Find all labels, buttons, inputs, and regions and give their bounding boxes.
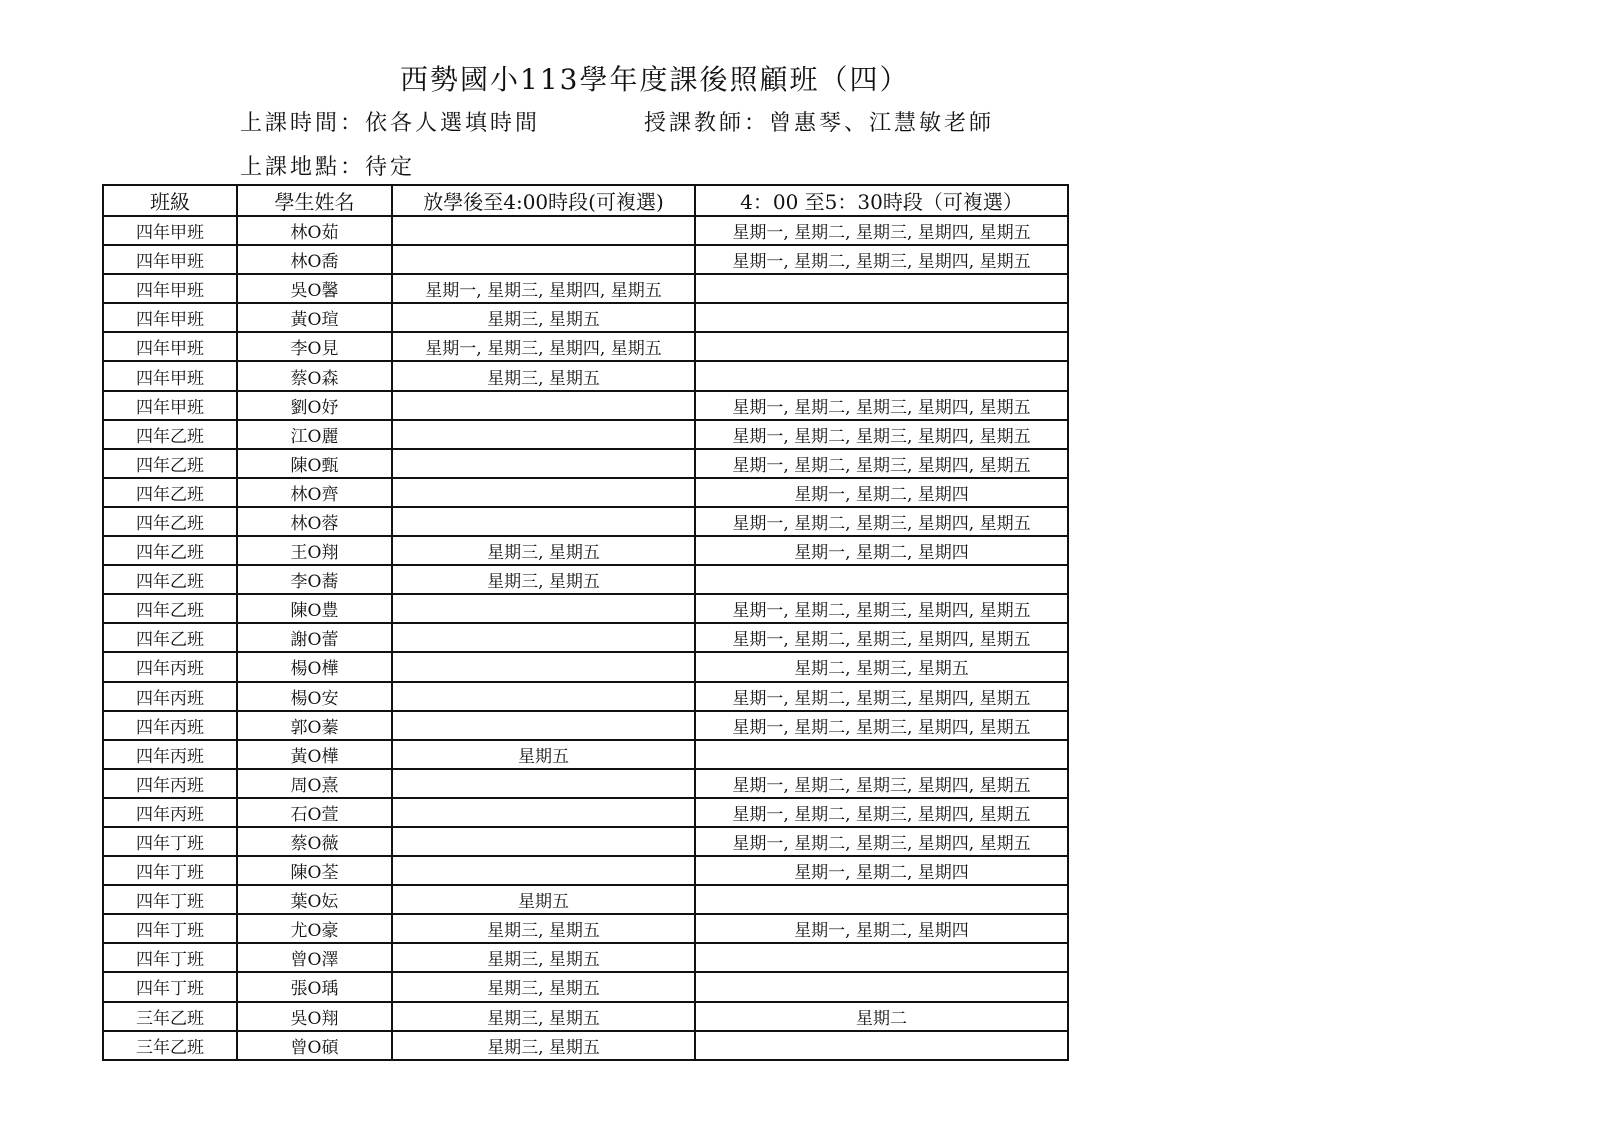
cell-class: 四年甲班 <box>103 303 237 332</box>
cell-class: 四年甲班 <box>103 361 237 390</box>
table-row <box>103 652 1068 681</box>
table-row <box>103 1031 1068 1060</box>
cell-student-name: 林O茹 <box>237 216 392 245</box>
cell-class: 四年甲班 <box>103 216 237 245</box>
cell-student-name: 黃O瑄 <box>237 303 392 332</box>
cell-late-slot: 星期一, 星期二, 星期三, 星期四, 星期五 <box>695 507 1068 536</box>
cell-late-slot <box>695 885 1068 914</box>
cell-student-name: 李O蕎 <box>237 565 392 594</box>
table-row <box>103 216 1068 245</box>
cell-student-name: 李O見 <box>237 332 392 361</box>
cell-after-school-slot: 星期五 <box>392 885 695 914</box>
table-row <box>103 507 1068 536</box>
cell-student-name: 陳O豊 <box>237 594 392 623</box>
table-row <box>103 827 1068 856</box>
cell-class: 四年丙班 <box>103 682 237 711</box>
cell-after-school-slot <box>392 682 695 711</box>
table-row <box>103 420 1068 449</box>
cell-student-name: 曾O澤 <box>237 943 392 972</box>
cell-after-school-slot <box>392 652 695 681</box>
table-row <box>103 798 1068 827</box>
cell-after-school-slot <box>392 478 695 507</box>
table-row <box>103 1002 1068 1031</box>
cell-student-name: 黃O樺 <box>237 740 392 769</box>
table-row <box>103 740 1068 769</box>
cell-student-name: 蔡O森 <box>237 361 392 390</box>
cell-class: 四年丁班 <box>103 914 237 943</box>
table-row <box>103 711 1068 740</box>
header-student-name: 學生姓名 <box>237 185 392 216</box>
cell-late-slot: 星期二, 星期三, 星期五 <box>695 652 1068 681</box>
cell-student-name: 陳O甄 <box>237 449 392 478</box>
cell-student-name: 林O蓉 <box>237 507 392 536</box>
table-row <box>103 682 1068 711</box>
cell-after-school-slot: 星期三, 星期五 <box>392 943 695 972</box>
cell-student-name: 尤O豪 <box>237 914 392 943</box>
cell-student-name: 石O萱 <box>237 798 392 827</box>
cell-class: 三年乙班 <box>103 1002 237 1031</box>
cell-late-slot <box>695 972 1068 1001</box>
table-row <box>103 332 1068 361</box>
cell-after-school-slot <box>392 391 695 420</box>
cell-class: 四年乙班 <box>103 594 237 623</box>
cell-class: 四年甲班 <box>103 274 237 303</box>
cell-after-school-slot <box>392 245 695 274</box>
document-title: 西勢國小113學年度課後照顧班（四） <box>400 63 910 96</box>
cell-after-school-slot: 星期三, 星期五 <box>392 565 695 594</box>
cell-late-slot: 星期一, 星期二, 星期四 <box>695 856 1068 885</box>
cell-after-school-slot <box>392 623 695 652</box>
cell-late-slot: 星期一, 星期二, 星期三, 星期四, 星期五 <box>695 391 1068 420</box>
cell-class: 四年丙班 <box>103 711 237 740</box>
cell-after-school-slot <box>392 827 695 856</box>
cell-class: 四年乙班 <box>103 507 237 536</box>
cell-late-slot: 星期一, 星期二, 星期三, 星期四, 星期五 <box>695 623 1068 652</box>
table-row <box>103 856 1068 885</box>
cell-student-name: 蔡O薇 <box>237 827 392 856</box>
cell-class: 三年乙班 <box>103 1031 237 1060</box>
cell-after-school-slot <box>392 449 695 478</box>
cell-late-slot: 星期一, 星期二, 星期三, 星期四, 星期五 <box>695 711 1068 740</box>
cell-late-slot: 星期一, 星期二, 星期四 <box>695 536 1068 565</box>
class-time-label: 上課時間：依各人選填時間 <box>240 111 541 136</box>
cell-late-slot: 星期一, 星期二, 星期三, 星期四, 星期五 <box>695 594 1068 623</box>
table-row <box>103 972 1068 1001</box>
cell-after-school-slot <box>392 594 695 623</box>
cell-late-slot: 星期一, 星期二, 星期四 <box>695 478 1068 507</box>
cell-student-name: 張O瑀 <box>237 972 392 1001</box>
cell-after-school-slot: 星期一, 星期三, 星期四, 星期五 <box>392 274 695 303</box>
table-row <box>103 885 1068 914</box>
cell-after-school-slot <box>392 769 695 798</box>
teacher-label: 授課教師：曾惠琴、江慧敏老師 <box>644 111 995 136</box>
cell-class: 四年甲班 <box>103 391 237 420</box>
location-label: 上課地點：待定 <box>240 155 416 180</box>
cell-student-name: 林O喬 <box>237 245 392 274</box>
cell-after-school-slot: 星期一, 星期三, 星期四, 星期五 <box>392 332 695 361</box>
cell-student-name: 周O熹 <box>237 769 392 798</box>
table-row <box>103 391 1068 420</box>
cell-after-school-slot: 星期三, 星期五 <box>392 972 695 1001</box>
cell-after-school-slot <box>392 856 695 885</box>
cell-student-name: 陳O荃 <box>237 856 392 885</box>
table-row <box>103 274 1068 303</box>
cell-class: 四年丁班 <box>103 885 237 914</box>
header-after-school-slot: 放學後至4:00時段(可複選) <box>392 185 695 216</box>
table-row <box>103 594 1068 623</box>
table-row <box>103 536 1068 565</box>
cell-after-school-slot: 星期五 <box>392 740 695 769</box>
cell-class: 四年丁班 <box>103 856 237 885</box>
header-late-slot: 4：00 至5：30時段（可複選） <box>695 185 1068 216</box>
cell-late-slot <box>695 361 1068 390</box>
cell-class: 四年甲班 <box>103 245 237 274</box>
cell-after-school-slot <box>392 798 695 827</box>
cell-after-school-slot: 星期三, 星期五 <box>392 536 695 565</box>
header-class: 班級 <box>103 185 237 216</box>
table-row <box>103 303 1068 332</box>
cell-student-name: 吳O馨 <box>237 274 392 303</box>
cell-class: 四年丁班 <box>103 827 237 856</box>
cell-late-slot: 星期一, 星期二, 星期三, 星期四, 星期五 <box>695 827 1068 856</box>
cell-class: 四年乙班 <box>103 478 237 507</box>
cell-student-name: 曾O碩 <box>237 1031 392 1060</box>
cell-late-slot: 星期一, 星期二, 星期三, 星期四, 星期五 <box>695 449 1068 478</box>
table-row <box>103 449 1068 478</box>
table-row <box>103 361 1068 390</box>
cell-class: 四年丙班 <box>103 740 237 769</box>
cell-student-name: 楊O安 <box>237 682 392 711</box>
cell-late-slot: 星期二 <box>695 1002 1068 1031</box>
cell-late-slot: 星期一, 星期二, 星期四 <box>695 914 1068 943</box>
cell-class: 四年乙班 <box>103 536 237 565</box>
cell-late-slot <box>695 740 1068 769</box>
cell-class: 四年丁班 <box>103 943 237 972</box>
table-row <box>103 914 1068 943</box>
cell-after-school-slot: 星期三, 星期五 <box>392 914 695 943</box>
cell-after-school-slot: 星期三, 星期五 <box>392 303 695 332</box>
cell-student-name: 吳O翔 <box>237 1002 392 1031</box>
cell-after-school-slot <box>392 711 695 740</box>
cell-late-slot: 星期一, 星期二, 星期三, 星期四, 星期五 <box>695 769 1068 798</box>
cell-after-school-slot: 星期三, 星期五 <box>392 1002 695 1031</box>
cell-late-slot: 星期一, 星期二, 星期三, 星期四, 星期五 <box>695 216 1068 245</box>
cell-student-name: 郭O蓁 <box>237 711 392 740</box>
cell-student-name: 江O麗 <box>237 420 392 449</box>
cell-late-slot <box>695 1031 1068 1060</box>
cell-late-slot <box>695 303 1068 332</box>
cell-student-name: 王O翔 <box>237 536 392 565</box>
cell-student-name: 謝O蕾 <box>237 623 392 652</box>
cell-after-school-slot <box>392 420 695 449</box>
cell-student-name: 林O齊 <box>237 478 392 507</box>
table-row <box>103 245 1068 274</box>
cell-class: 四年乙班 <box>103 565 237 594</box>
table-row <box>103 565 1068 594</box>
cell-class: 四年丙班 <box>103 769 237 798</box>
cell-class: 四年乙班 <box>103 420 237 449</box>
cell-late-slot <box>695 274 1068 303</box>
cell-late-slot <box>695 565 1068 594</box>
cell-class: 四年丁班 <box>103 972 237 1001</box>
table-row <box>103 769 1068 798</box>
cell-class: 四年丙班 <box>103 798 237 827</box>
roster-body <box>103 216 1068 1060</box>
cell-after-school-slot: 星期三, 星期五 <box>392 361 695 390</box>
table-header-row <box>103 185 1068 216</box>
cell-late-slot <box>695 332 1068 361</box>
cell-student-name: 楊O樺 <box>237 652 392 681</box>
cell-student-name: 葉O妘 <box>237 885 392 914</box>
cell-class: 四年乙班 <box>103 623 237 652</box>
cell-after-school-slot <box>392 216 695 245</box>
cell-late-slot: 星期一, 星期二, 星期三, 星期四, 星期五 <box>695 245 1068 274</box>
roster-table <box>102 184 1069 1061</box>
cell-student-name: 劉O妤 <box>237 391 392 420</box>
table-row <box>103 623 1068 652</box>
cell-after-school-slot <box>392 507 695 536</box>
cell-late-slot: 星期一, 星期二, 星期三, 星期四, 星期五 <box>695 682 1068 711</box>
cell-late-slot <box>695 943 1068 972</box>
cell-class: 四年乙班 <box>103 449 237 478</box>
table-row <box>103 943 1068 972</box>
table-row <box>103 478 1068 507</box>
cell-late-slot: 星期一, 星期二, 星期三, 星期四, 星期五 <box>695 798 1068 827</box>
cell-after-school-slot: 星期三, 星期五 <box>392 1031 695 1060</box>
cell-class: 四年甲班 <box>103 332 237 361</box>
cell-class: 四年丙班 <box>103 652 237 681</box>
cell-late-slot: 星期一, 星期二, 星期三, 星期四, 星期五 <box>695 420 1068 449</box>
